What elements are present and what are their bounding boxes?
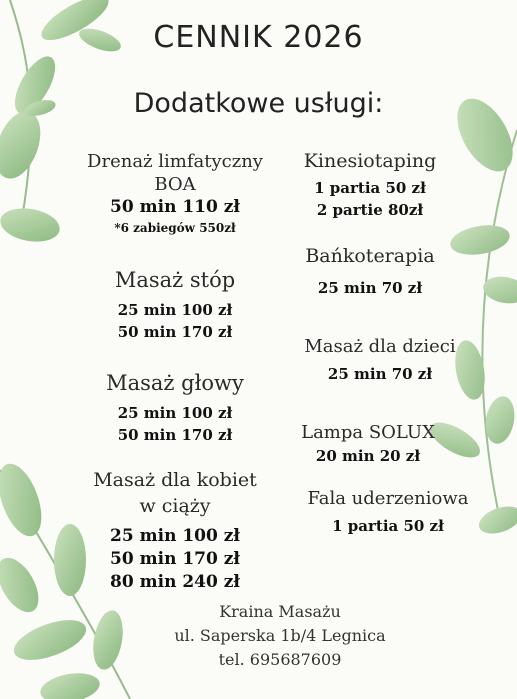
service-note: *6 zabiegów 550zł: [114, 221, 236, 235]
service-price: 25 min 100 zł: [117, 404, 233, 422]
service-name: Kinesiotaping: [303, 150, 437, 172]
service-name-line2: BOA: [154, 174, 196, 195]
service-name: Lampa SOLUX: [301, 422, 435, 443]
service-name: Fala uderzeniowa: [307, 488, 469, 509]
service-kinesio: [280, 148, 460, 221]
service-name: Drenaż limfatyczny: [87, 151, 263, 172]
service-price: 25 min 100 zł: [110, 526, 240, 546]
service-price: 50 min 170 zł: [110, 549, 240, 569]
service-price: 2 partie 80zł: [316, 201, 424, 219]
service-name-line2: w ciąży: [139, 495, 211, 517]
service-price: 80 min 240 zł: [110, 572, 240, 592]
business-phone: tel. 695687609: [218, 650, 342, 669]
service-banko: [270, 243, 470, 299]
service-price: 25 min 100 zł: [117, 301, 233, 319]
service-dzieci: [280, 334, 480, 385]
business-name: Kraina Masażu: [219, 602, 341, 621]
service-price: 1 partia 50 zł: [314, 179, 426, 197]
service-glowa: [60, 369, 290, 446]
service-name: Masaż stóp: [114, 268, 236, 292]
service-solux: [268, 421, 468, 467]
page-title: CENNIK 2026: [153, 20, 364, 55]
service-stopy: [60, 266, 290, 343]
service-price: 25 min 70 zł: [327, 365, 433, 383]
page-subtitle: Dodatkowe usługi:: [133, 88, 384, 119]
service-price: 50 min 170 zł: [117, 323, 233, 341]
service-price: 1 partia 50 zł: [332, 517, 444, 535]
service-price: 25 min 70 zł: [317, 279, 423, 297]
service-fala: [288, 487, 488, 537]
footer: [160, 600, 400, 672]
service-name: Bańkoterapia: [305, 245, 435, 267]
service-name: Masaż głowy: [106, 371, 244, 395]
service-drenaz: [60, 150, 290, 237]
service-name: Masaż dla dzieci: [304, 336, 456, 357]
business-address: ul. Saperska 1b/4 Legnica: [174, 626, 386, 645]
service-price: 50 min 170 zł: [117, 426, 233, 444]
service-name: Masaż dla kobiet: [93, 469, 257, 491]
service-ciaza: [60, 467, 290, 594]
service-price: 20 min 20 zł: [315, 447, 421, 465]
service-price: 50 min 110 zł: [110, 197, 240, 217]
